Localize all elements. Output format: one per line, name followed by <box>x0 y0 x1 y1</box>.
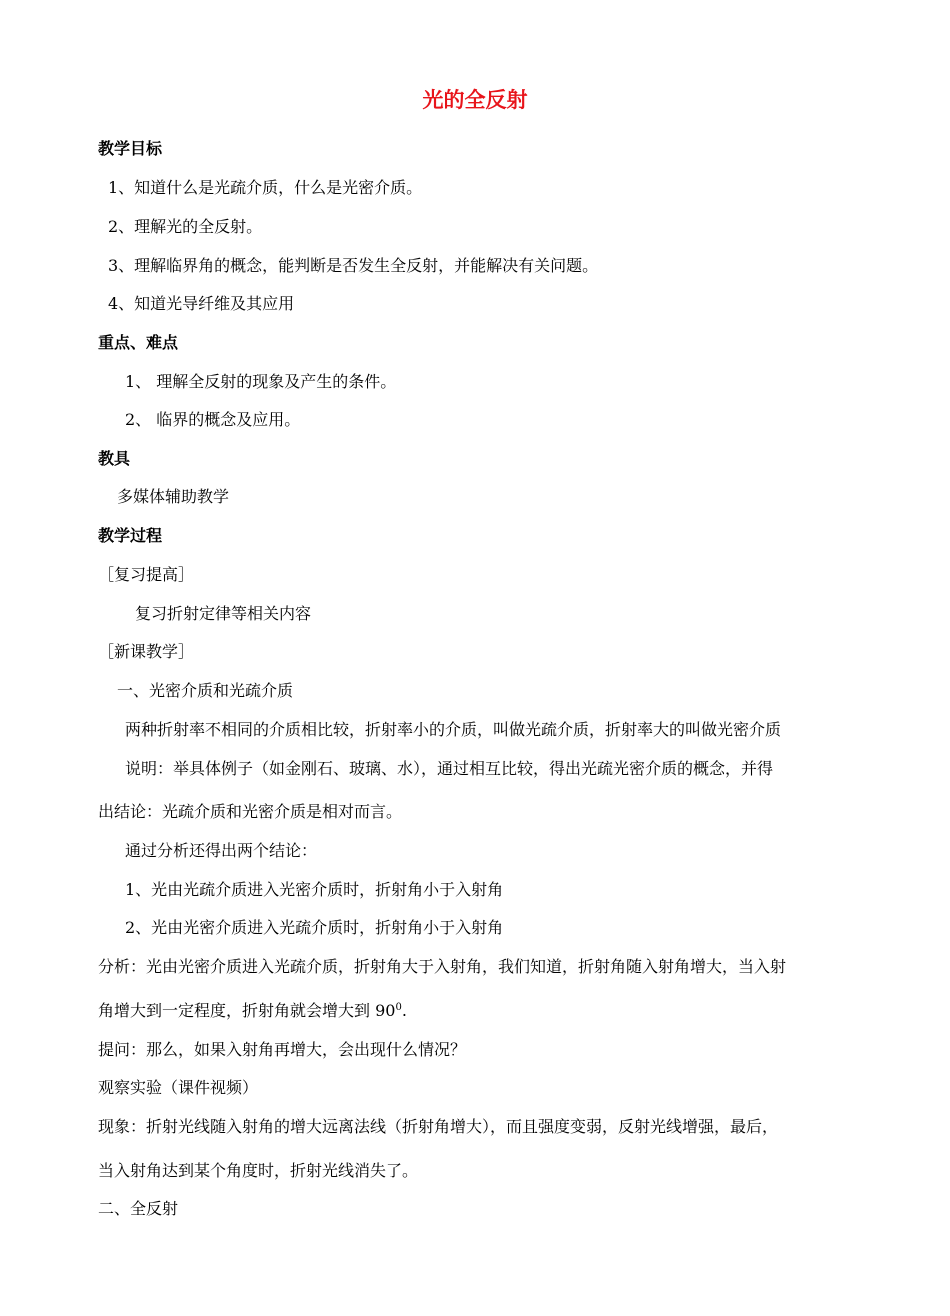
objectives-heading: 教学目标 <box>98 139 163 158</box>
phenomenon-line-1: 现象：折射光线随入射角的增大远离法线（折射角增大），而且强度变弱，反射光线增强，最后， <box>98 1117 779 1136</box>
explanation-line-1: 说明：举具体例子（如金刚石、玻璃、水），通过相互比较，得出光疏光密介质的概念，并得 <box>125 759 774 778</box>
objective-item-3: 3、理解临界角的概念，能判断是否发生全反射，并能解决有关问题。 <box>108 256 599 275</box>
degree-superscript: 0 <box>395 1002 402 1013</box>
conclusion-2: 2、光由光密介质进入光疏介质时，折射角小于入射角 <box>125 918 504 937</box>
experiment-line: 观察实验（课件视频） <box>98 1078 259 1097</box>
objective-item-1: 1、知道什么是光疏介质，什么是光密介质。 <box>108 178 423 197</box>
key-point-item-2: 2、 临界的概念及应用。 <box>125 410 301 429</box>
objective-item-2: 2、理解光的全反射。 <box>108 217 263 236</box>
tools-heading: 教具 <box>98 449 131 468</box>
definition-paragraph: 两种折射率不相同的介质相比较，折射率小的介质，叫做光疏介质，折射率大的叫做光密介质 <box>125 720 782 739</box>
review-label: ［复习提高］ <box>98 565 195 584</box>
question-line: 提问：那么，如果入射角再增大，会出现什么情况？ <box>98 1040 467 1059</box>
analysis-line-1: 分析：光由光密介质进入光疏介质，折射角大于入射角，我们知道，折射角随入射角增大，当入射 <box>98 957 787 976</box>
explanation-line-2: 出结论：光疏介质和光密介质是相对而言。 <box>98 802 403 821</box>
process-heading: 教学过程 <box>98 526 163 545</box>
phenomenon-line-2: 当入射角达到某个角度时，折射光线消失了。 <box>98 1161 419 1180</box>
page-title: 光的全反射 <box>422 88 528 112</box>
analysis-line-2-text: 角增大到一定程度，折射角就会增大到 90 <box>98 1001 396 1020</box>
new-lesson-label: ［新课教学］ <box>98 642 195 661</box>
review-text: 复习折射定律等相关内容 <box>135 604 312 623</box>
analysis-line-2 <box>98 1001 407 1021</box>
tools-text: 多媒体辅助教学 <box>117 487 230 506</box>
section1-title: 一、光密介质和光疏介质 <box>117 681 294 700</box>
key-point-item-1: 1、 理解全反射的现象及产生的条件。 <box>125 372 397 391</box>
section2-title: 二、全反射 <box>98 1199 179 1218</box>
analysis-line-2-end: . <box>401 1001 407 1020</box>
conclusion-1: 1、光由光疏介质进入光密介质时，折射角小于入射角 <box>125 880 504 899</box>
conclusion-intro: 通过分析还得出两个结论： <box>125 841 318 860</box>
objective-item-4: 4、知道光导纤维及其应用 <box>108 294 295 313</box>
key-points-heading: 重点、难点 <box>98 333 179 352</box>
